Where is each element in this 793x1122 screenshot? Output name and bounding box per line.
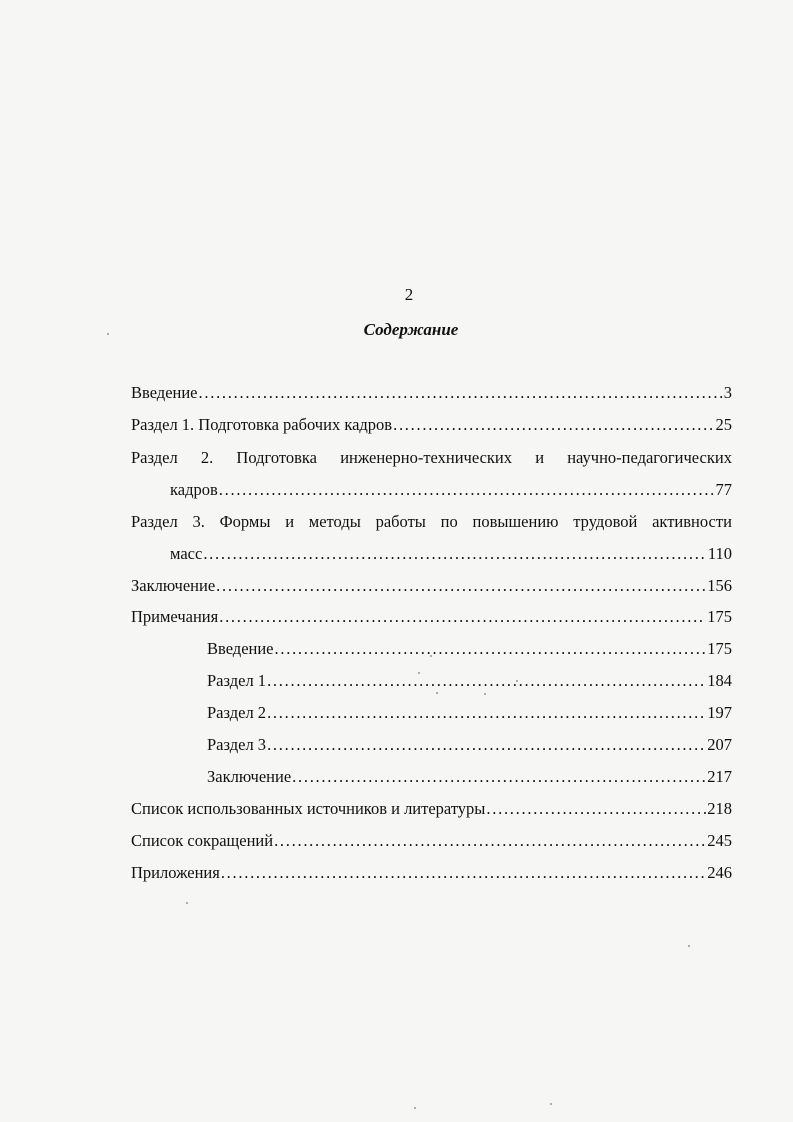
toc-entry-label: масс <box>170 544 203 563</box>
toc-entry-page: 77 <box>715 480 732 499</box>
scan-speck <box>484 693 486 695</box>
toc-entry-page: 197 <box>707 703 732 722</box>
toc-entry-label: кадров <box>170 480 218 499</box>
toc-subentry <box>207 639 732 659</box>
scan-speck <box>550 1103 552 1105</box>
word: научно-педагогических <box>567 448 732 467</box>
dot-leader <box>275 639 707 659</box>
toc-subentry <box>207 767 732 787</box>
toc-entry-page: 25 <box>715 415 732 434</box>
toc-entry-label: Раздел 2 <box>207 703 267 722</box>
toc-entry-abbreviations <box>131 831 732 851</box>
word: активности <box>652 512 732 531</box>
scan-speck <box>688 945 690 947</box>
dot-leader <box>203 544 707 564</box>
dot-leader <box>267 671 706 691</box>
dot-leader <box>219 607 706 627</box>
dot-leader <box>267 703 706 723</box>
toc-entry-label: Заключение <box>131 576 216 595</box>
toc-subentry <box>207 703 732 723</box>
toc-entry-label: Раздел 1 <box>207 671 267 690</box>
toc-entry-sources <box>131 799 732 819</box>
toc-entry-page: 184 <box>707 671 732 690</box>
word: методы <box>308 512 361 531</box>
word: Подготовка <box>236 448 318 467</box>
scan-speck <box>186 902 188 904</box>
toc-entry-label: Примечания <box>131 607 219 626</box>
dot-leader <box>216 576 706 596</box>
dot-leader <box>219 480 715 500</box>
word: Раздел <box>131 448 178 467</box>
toc-title: Содержание <box>363 320 459 339</box>
toc-entry-section2-line2 <box>170 480 732 500</box>
toc-entry-page: 175 <box>707 639 732 658</box>
word: инженерно-технических <box>340 448 513 467</box>
dot-leader <box>393 415 714 435</box>
dot-leader <box>199 383 723 403</box>
page-number: 2 <box>404 285 414 304</box>
toc-entry-conclusion <box>131 576 732 596</box>
toc-entry-page: 110 <box>707 544 732 563</box>
toc-entry-section2-line1 <box>131 448 732 468</box>
toc-entry-page: 218 <box>707 799 732 818</box>
toc-entry-label: Заключение <box>207 767 292 786</box>
toc-entry-section3-line2 <box>170 544 732 564</box>
toc-entry-page: 207 <box>707 735 732 754</box>
word: и <box>285 512 295 531</box>
toc-entry-page: 3 <box>723 383 732 402</box>
word: и <box>535 448 545 467</box>
word: Раздел <box>131 512 178 531</box>
dot-leader <box>221 863 706 883</box>
toc-entry-page: 156 <box>707 576 732 595</box>
scan-speck <box>516 680 518 682</box>
toc-entry-page: 246 <box>707 863 732 882</box>
toc-entry-label: Введение <box>131 383 198 402</box>
word: по <box>440 512 458 531</box>
toc-entry-page: 217 <box>707 767 732 786</box>
scan-speck <box>107 333 109 335</box>
toc-subentry <box>207 671 732 691</box>
scan-speck <box>430 655 432 657</box>
word: 2. <box>200 448 214 467</box>
toc-entry-label: Список сокращений <box>131 831 274 850</box>
toc-entry-label: Раздел 3 <box>207 735 267 754</box>
toc-entry-label: Список использованных источников и литературы <box>131 799 486 818</box>
toc-entry-page: 175 <box>707 607 732 626</box>
scan-speck <box>418 672 420 674</box>
word: работы <box>375 512 426 531</box>
toc-entry-label: Приложения <box>131 863 220 882</box>
word: повышению <box>472 512 559 531</box>
scan-speck <box>414 1107 416 1109</box>
word: трудовой <box>573 512 638 531</box>
toc-entry-label: Раздел 1. Подготовка рабочих кадров <box>131 415 393 434</box>
toc-entry-section1 <box>131 415 732 435</box>
toc-entry-section3-line1 <box>131 512 732 532</box>
dot-leader <box>292 767 706 787</box>
toc-entry-appendices <box>131 863 732 883</box>
toc-entry-page: 245 <box>707 831 732 850</box>
scan-speck <box>436 692 438 694</box>
word: Формы <box>219 512 271 531</box>
toc-entry-notes <box>131 607 732 627</box>
toc-entry-label: Введение <box>207 639 274 658</box>
dot-leader <box>274 831 706 851</box>
dot-leader <box>267 735 706 755</box>
word: 3. <box>192 512 205 531</box>
toc-entry-intro <box>131 383 732 403</box>
dot-leader <box>486 799 706 819</box>
toc-subentry <box>207 735 732 755</box>
